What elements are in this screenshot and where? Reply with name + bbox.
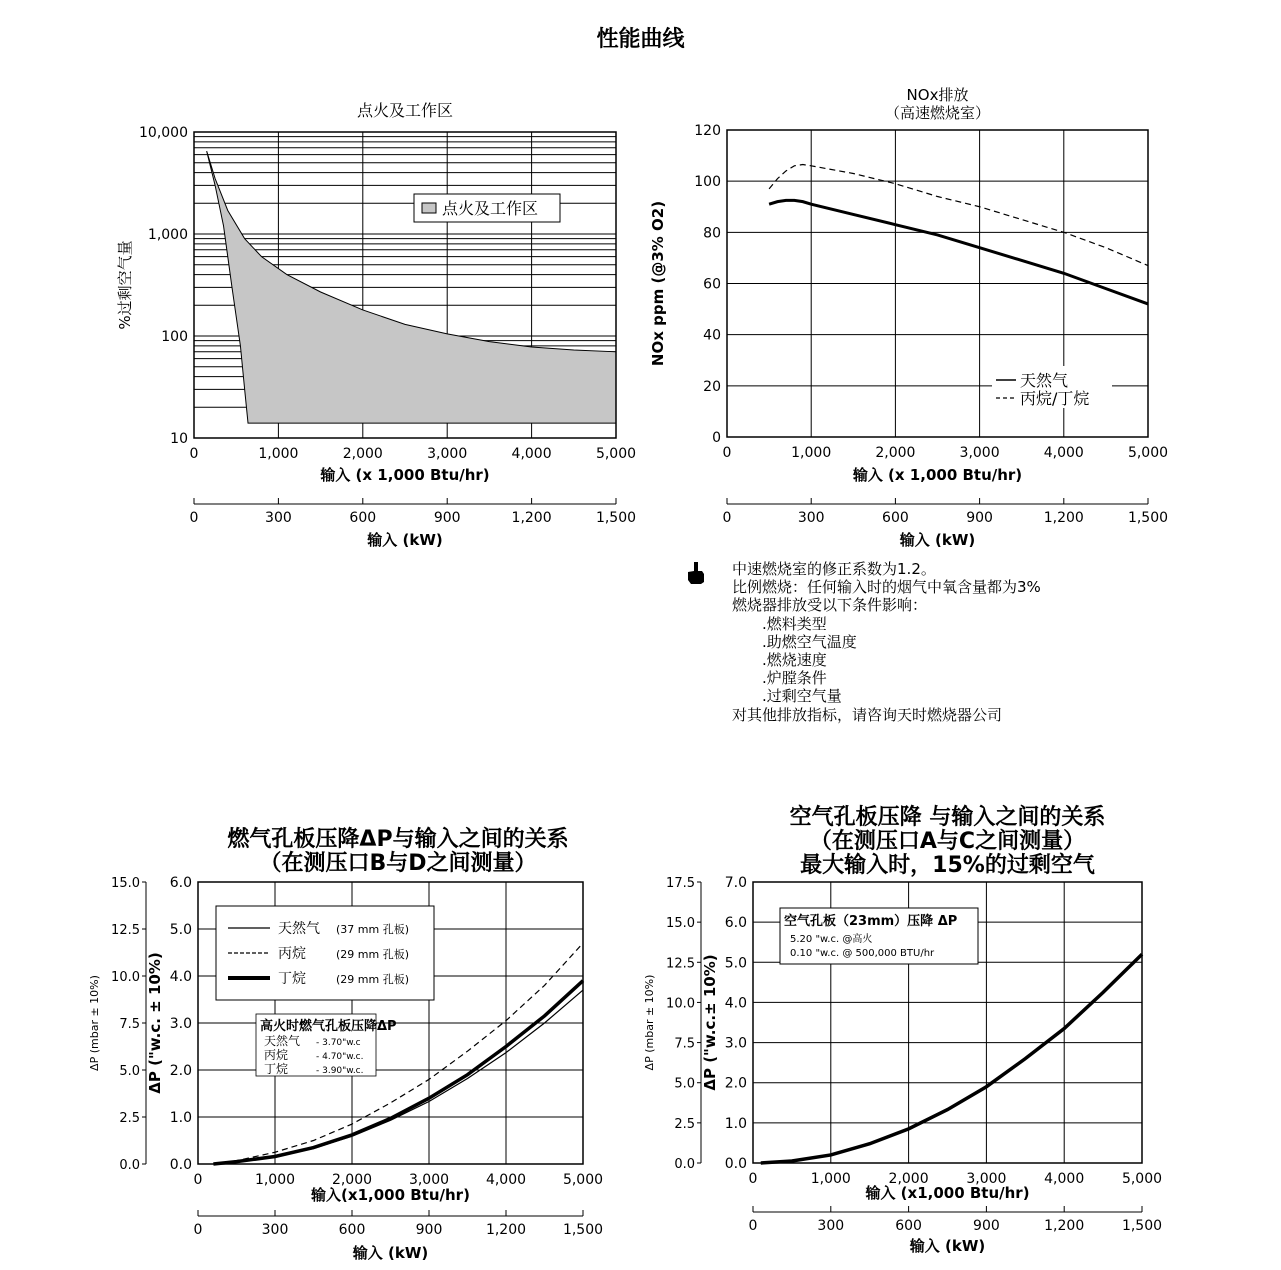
kw-tick-label: 1,500 <box>562 1222 604 1238</box>
kw-axis-label: 输入 (kW) <box>352 1244 429 1262</box>
note-line: .助燃空气温度 <box>762 632 857 651</box>
legend <box>992 366 1112 408</box>
legend-label: 点火及工作区 <box>442 199 539 218</box>
x-tick-label: 2,000 <box>888 1171 929 1187</box>
y-axis-label: ΔP ("w.c.± 10%) <box>701 954 719 1091</box>
y-tick-label: 10,000 <box>139 125 188 141</box>
note-line: .过剩空气量 <box>762 687 842 706</box>
x-tick-label: 4,000 <box>511 446 552 462</box>
annotation-value: - 4.70"w.c. <box>316 1052 364 1062</box>
chart-subtitle: （在测压口A与C之间测量） <box>809 829 1086 854</box>
y2-tick-label: 7.5 <box>119 1017 140 1032</box>
y-tick-label: 3.0 <box>724 1035 747 1052</box>
legend-note: (29 mm 孔板) <box>336 973 410 986</box>
note-line: 对其他排放指标，请咨询天时燃烧器公司 <box>732 705 1003 724</box>
y-tick-label: 40 <box>703 327 721 344</box>
y2-tick-label: 17.5 <box>666 876 695 891</box>
kw-axis-label: 输入 (kW) <box>367 531 443 549</box>
y-tick-label: 60 <box>703 276 721 293</box>
chart-ignition <box>116 101 636 549</box>
x-axis-label: 输入 (x 1,000 Btu/hr) <box>320 466 490 484</box>
annotation-row: 0.10 "w.c. @ 500,000 BTU/hr <box>790 948 935 959</box>
kw-axis-label: 输入 (kW) <box>909 1237 986 1255</box>
chart-title: 点火及工作区 <box>356 101 454 120</box>
page-title: 性能曲线 <box>596 27 685 52</box>
y-tick-label: 7.0 <box>724 875 747 891</box>
annotation <box>780 908 978 964</box>
annotation-title: 空气孔板（23mm）压降 ΔP <box>784 914 958 929</box>
x-tick-label: 0 <box>748 1171 758 1187</box>
kw-tick-label: 0 <box>748 1218 758 1234</box>
x-tick-label: 2,000 <box>875 445 916 461</box>
y2-tick-label: 5.0 <box>674 1076 695 1092</box>
y-tick-label: 3.0 <box>169 1016 192 1032</box>
annotation-name: 丙烷 <box>264 1048 289 1062</box>
chart-subtitle: （在测压口B与D之间测量） <box>259 851 537 876</box>
y2-tick-label: 2.5 <box>674 1116 695 1132</box>
kw-tick-label: 300 <box>817 1218 845 1234</box>
legend <box>414 194 560 222</box>
kw-tick-label: 0 <box>189 510 199 526</box>
kw-tick-label: 1,200 <box>485 1222 527 1238</box>
y2-tick-label: 12.5 <box>666 956 695 972</box>
y2-tick-label: 12.5 <box>111 923 140 938</box>
note-line: .燃料类型 <box>762 614 827 633</box>
x-tick-label: 5,000 <box>1121 1171 1163 1187</box>
y-tick-label: 100 <box>694 174 721 191</box>
x-tick-label: 0 <box>722 445 732 461</box>
kw-tick-label: 300 <box>265 510 292 526</box>
kw-tick-label: 0 <box>193 1222 203 1238</box>
kw-tick-label: 1,500 <box>1127 510 1169 526</box>
x-tick-label: 5,000 <box>595 446 637 462</box>
note-line: 比例燃烧：任何输入时的烟气中氧含量都为3% <box>732 578 1041 597</box>
y-tick-label: 2.0 <box>724 1075 747 1092</box>
kw-tick-label: 600 <box>882 510 909 526</box>
chart-subtitle: （高速燃烧室） <box>884 104 991 122</box>
pointing-hand-icon <box>688 562 704 584</box>
kw-tick-label: 1,200 <box>511 510 552 526</box>
x-tick-label: 1,000 <box>258 446 299 462</box>
annotation-name: 天然气 <box>264 1034 301 1048</box>
series-line-1 <box>769 165 1148 266</box>
x-tick-label: 3,000 <box>959 445 1000 461</box>
y2-tick-label: 0.0 <box>674 1157 695 1172</box>
legend-note: (37 mm 孔板) <box>336 923 410 936</box>
x-tick-label: 1,000 <box>810 1171 851 1187</box>
kw-tick-label: 600 <box>338 1222 366 1238</box>
y2-tick-label: 7.5 <box>674 1036 695 1052</box>
x-tick-label: 4,000 <box>1044 1171 1085 1187</box>
legend-swatch <box>422 203 436 213</box>
y-axis-label: NOx ppm (@3% O2) <box>649 200 667 367</box>
y2-axis-label: ΔP (mbar ± 10%) <box>88 975 101 1071</box>
x-tick-label: 1,000 <box>791 445 832 461</box>
kw-tick-label: 600 <box>895 1218 922 1234</box>
x-tick-label: 4,000 <box>1043 445 1084 461</box>
y-tick-label: 10 <box>170 431 188 447</box>
y2-tick-label: 5.0 <box>119 1064 140 1079</box>
y2-axis-label: ΔP (mbar ± 10%) <box>643 974 656 1071</box>
annotation-value: - 3.90"w.c. <box>316 1066 364 1076</box>
chart-gas_dp <box>88 826 603 1262</box>
annotation-value: - 3.70"w.c <box>316 1038 361 1048</box>
legend-label: 丁烷 <box>278 971 306 987</box>
y-tick-label: 6.0 <box>724 915 747 932</box>
y-tick-label: 1.0 <box>169 1110 192 1126</box>
kw-tick-label: 1,500 <box>595 510 637 526</box>
x-tick-label: 0 <box>189 446 199 462</box>
kw-tick-label: 900 <box>973 1218 1000 1234</box>
y-tick-label: 80 <box>703 225 721 242</box>
legend <box>216 906 434 1000</box>
series-line-0 <box>761 954 1142 1163</box>
annotation-title: 高火时燃气孔板压降ΔP <box>260 1019 397 1034</box>
kw-tick-label: 1,500 <box>1121 1218 1163 1234</box>
x-tick-label: 3,000 <box>966 1171 1007 1187</box>
y-tick-label: 0.0 <box>724 1156 747 1172</box>
kw-tick-label: 300 <box>261 1222 289 1238</box>
y-tick-label: 5.0 <box>724 955 747 972</box>
legend-label: 天然气 <box>278 921 320 937</box>
y-tick-label: 4.0 <box>169 969 192 985</box>
y2-tick-label: 0.0 <box>119 1158 140 1173</box>
x-tick-label: 5,000 <box>1127 445 1169 461</box>
y-tick-label: 20 <box>703 378 721 395</box>
chart-nox <box>649 86 1168 549</box>
y2-tick-label: 15.0 <box>666 916 695 932</box>
y-tick-label: 120 <box>694 123 721 139</box>
kw-tick-label: 1,200 <box>1044 1218 1085 1234</box>
x-axis-label: 输入 (x 1,000 Btu/hr) <box>852 466 1023 484</box>
chart-title: NOx排放 <box>906 86 969 104</box>
legend-label: 天然气 <box>1020 371 1069 390</box>
y-axis-label: ΔP ("w.c. ± 10%) <box>146 952 164 1094</box>
y-axis-label: %过剩空气量 <box>116 240 134 330</box>
x-axis-label: 输入 (x1,000 Btu/hr) <box>865 1184 1030 1202</box>
legend-label: 丙烷 <box>278 946 306 962</box>
annotation <box>256 1014 397 1076</box>
y-tick-label: 4.0 <box>724 995 747 1012</box>
x-tick-label: 5,000 <box>562 1172 604 1188</box>
y-tick-label: 1.0 <box>724 1115 747 1132</box>
series-line-0 <box>769 200 1148 304</box>
y-tick-label: 0.0 <box>169 1157 192 1173</box>
chart-subtitle-2: 最大输入时，15%的过剩空气 <box>800 853 1095 878</box>
x-axis-label: 输入(x1,000 Btu/hr) <box>311 1186 470 1204</box>
annotation-name: 丁烷 <box>264 1062 289 1076</box>
legend-label: 丙烷/丁烷 <box>1020 389 1090 408</box>
kw-tick-label: 1,200 <box>1043 510 1084 526</box>
y2-tick-label: 10.0 <box>111 970 140 985</box>
annotation-row: 5.20 "w.c. @高火 <box>790 934 873 945</box>
x-tick-label: 3,000 <box>408 1172 450 1188</box>
note-line: 中速燃烧室的修正系数为1.2。 <box>732 560 936 578</box>
y2-tick-label: 2.5 <box>119 1111 140 1126</box>
x-tick-label: 2,000 <box>331 1172 373 1188</box>
y2-tick-label: 15.0 <box>111 876 140 891</box>
kw-tick-label: 900 <box>966 510 993 526</box>
y-tick-label: 1,000 <box>147 227 188 243</box>
x-tick-label: 4,000 <box>485 1172 527 1188</box>
kw-tick-label: 300 <box>797 510 825 526</box>
x-tick-label: 1,000 <box>254 1172 296 1188</box>
note-line: 燃烧器排放受以下条件影响： <box>732 596 928 615</box>
y2-tick-label: 10.0 <box>666 996 695 1012</box>
note-line: .炉膛条件 <box>762 669 827 688</box>
x-tick-label: 3,000 <box>427 446 468 462</box>
y-tick-label: 5.0 <box>169 922 192 938</box>
x-tick-label: 0 <box>193 1172 203 1188</box>
x-tick-label: 2,000 <box>342 446 383 462</box>
kw-tick-label: 900 <box>433 510 461 526</box>
kw-tick-label: 600 <box>349 510 377 526</box>
chart-title: 空气孔板压降 与输入之间的关系 <box>789 805 1106 830</box>
chart-air_dp <box>643 804 1162 1255</box>
chart-title: 燃气孔板压降ΔP与输入之间的关系 <box>227 827 569 852</box>
note-line: .燃烧速度 <box>762 651 827 670</box>
y-tick-label: 100 <box>161 329 188 345</box>
legend-note: (29 mm 孔板) <box>336 948 410 961</box>
y-tick-label: 2.0 <box>169 1063 192 1079</box>
kw-tick-label: 900 <box>415 1222 443 1238</box>
kw-tick-label: 0 <box>722 510 732 526</box>
kw-axis-label: 输入 (kW) <box>899 531 976 549</box>
y-tick-label: 6.0 <box>169 875 192 891</box>
y-tick-label: 0 <box>712 430 721 446</box>
